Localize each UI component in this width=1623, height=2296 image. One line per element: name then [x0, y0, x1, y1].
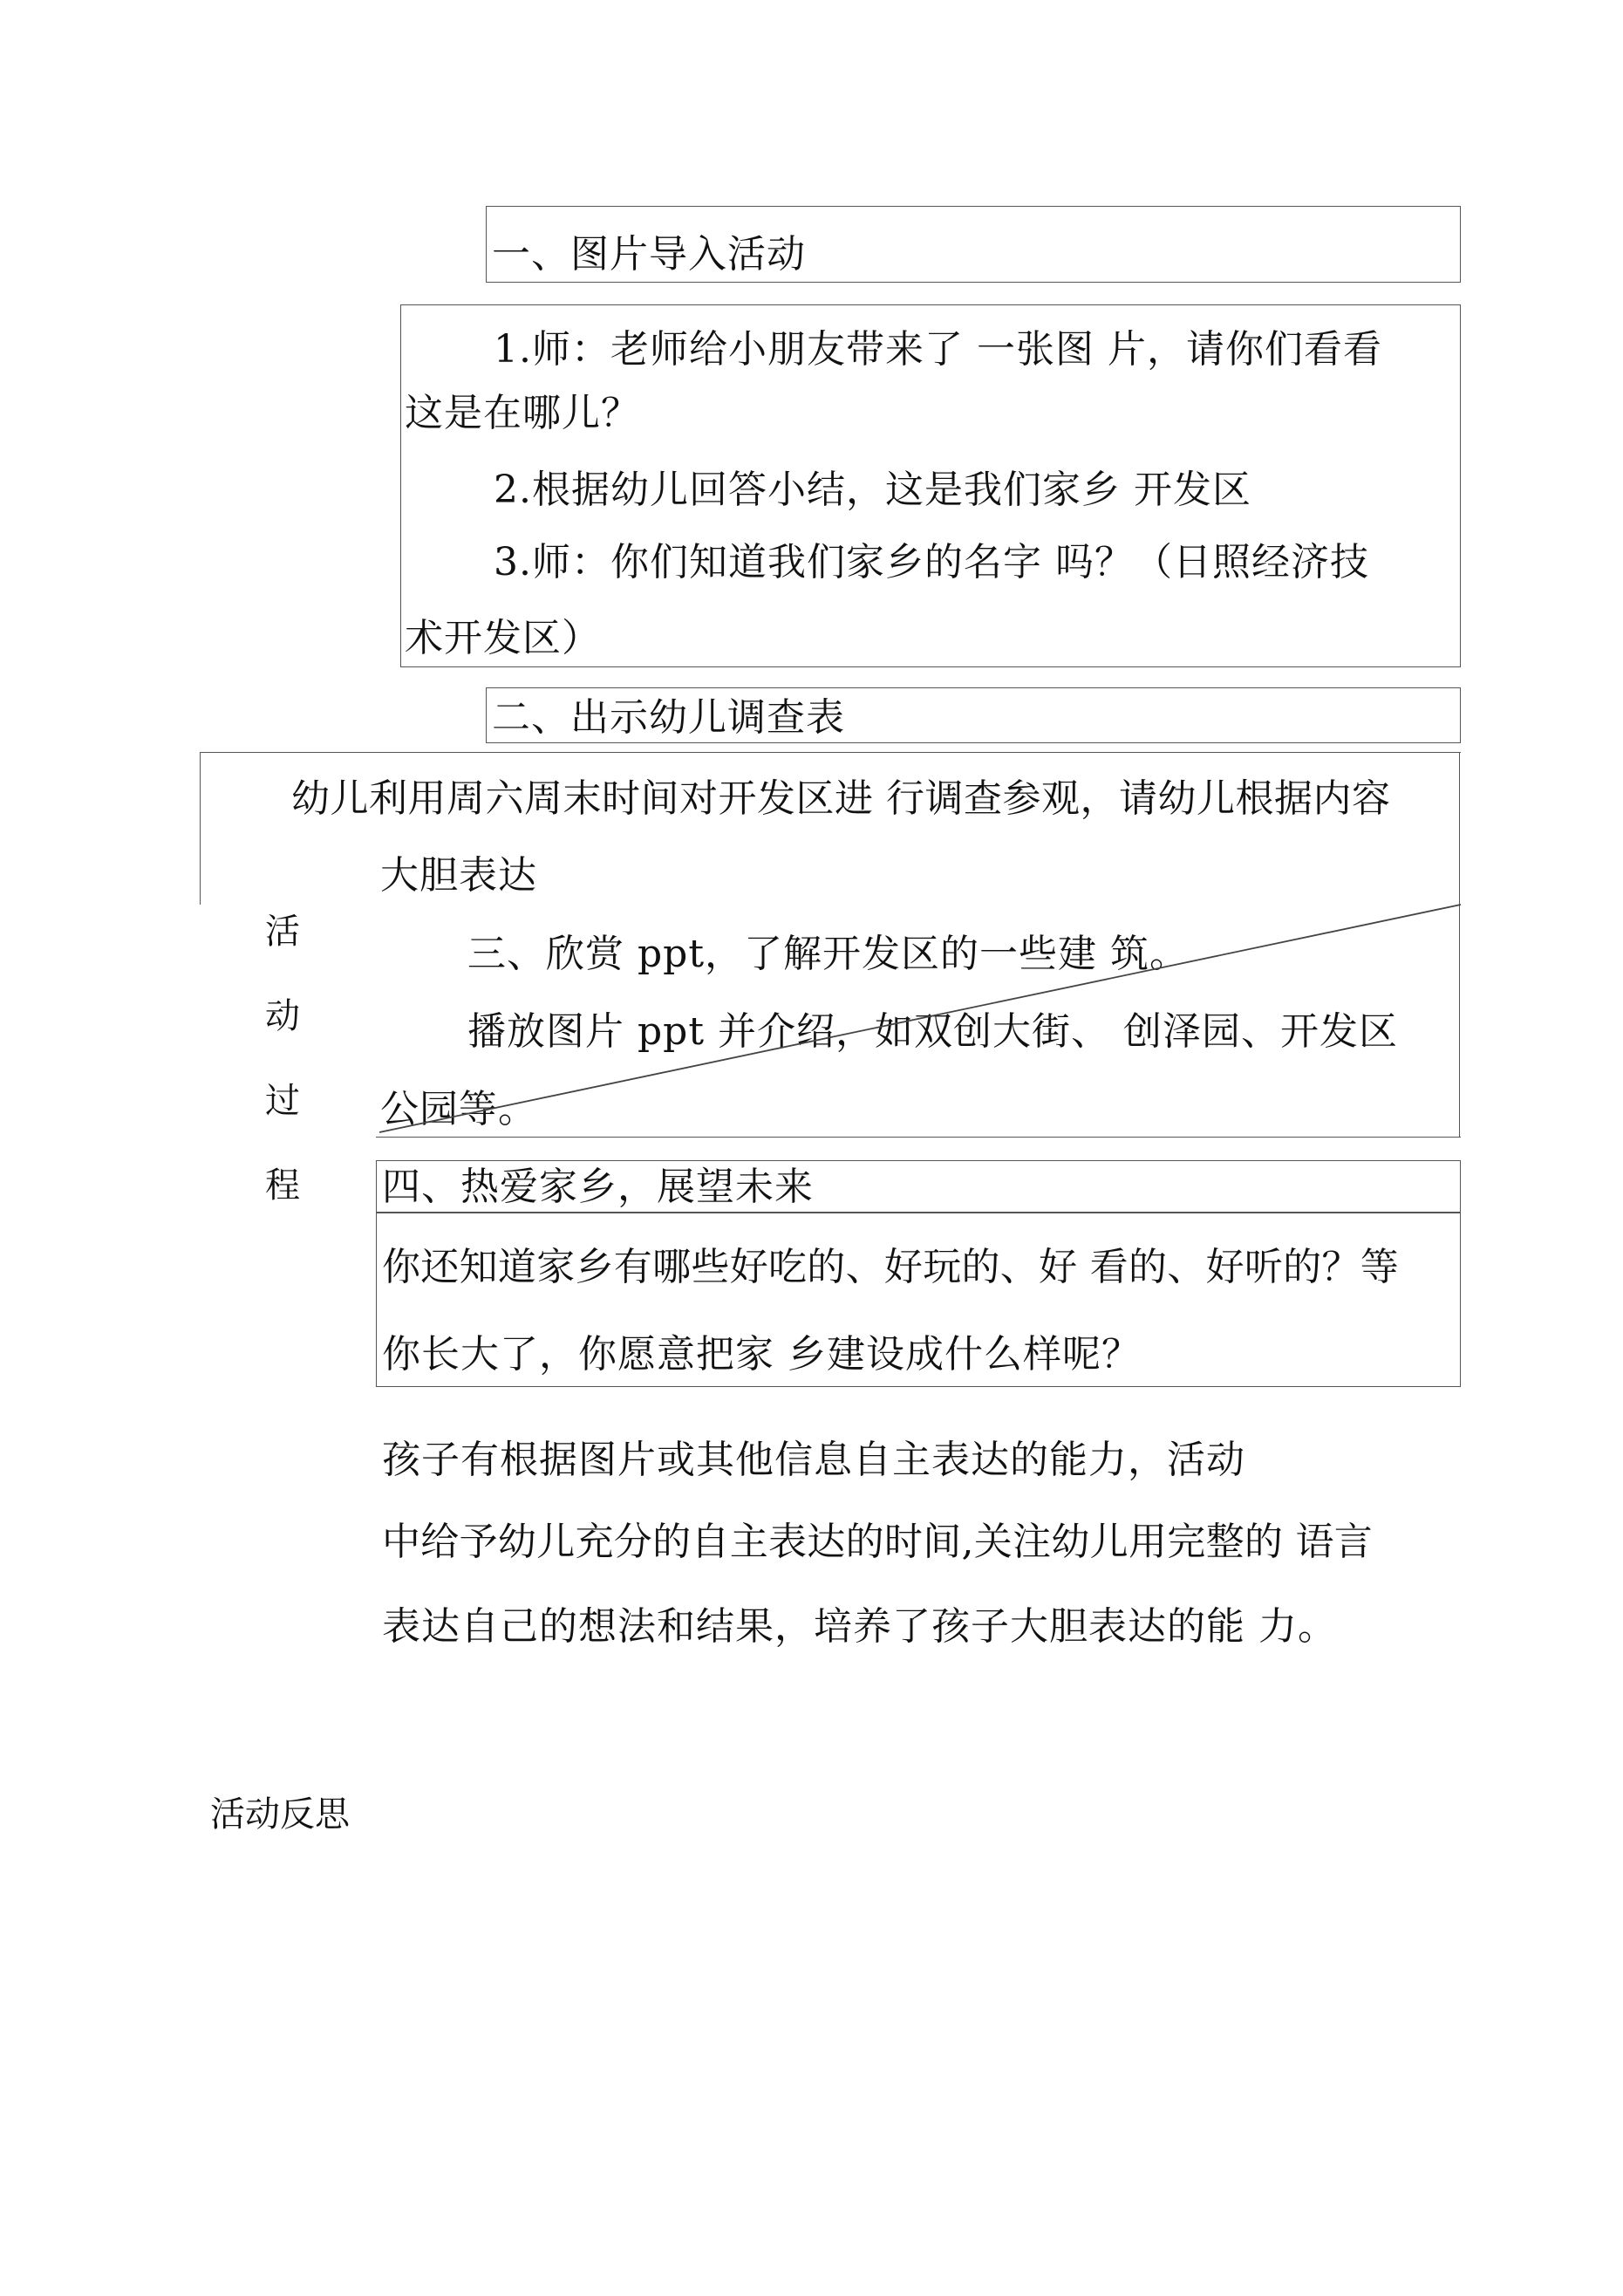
section4-line-2: 你长大了，你愿意把家 乡建设成什么样呢？: [382, 1332, 1141, 1377]
section1-heading: 一、图片导入活动: [492, 232, 806, 277]
section2-line-2: 大胆表达: [380, 853, 537, 898]
section2-heading: 二、出示幼儿调查表: [492, 695, 845, 740]
section4-heading: 四、热爱家乡，展望未来: [382, 1165, 814, 1209]
section1-line-4: 3.师：你们知道我们家乡的名字 吗？（日照经济技: [494, 540, 1369, 584]
summary-line-3: 表达自己的想法和结果，培养了孩子大胆表达的能 力。: [382, 1604, 1337, 1649]
section1-line-3: 2.根据幼儿回答小结，这是我们家乡 开发区: [494, 468, 1251, 512]
section3-line-2: 播放图片 ppt 并介绍，如双创大街、 创泽园、开发区: [467, 1009, 1398, 1054]
summary-line-1: 孩子有根据图片或其他信息自主表达的能力，活动: [382, 1438, 1245, 1482]
section1-line-2: 这是在哪儿？: [405, 391, 640, 435]
section2-line-1: 幼儿利用周六周末时间对开发区进 行调查参观，请幼儿根据内容: [291, 776, 1391, 821]
section3-line-1: 三、欣赏 ppt，了解开发区的一些建 筑。: [467, 932, 1189, 976]
side-label-char-3: 过: [265, 1081, 300, 1121]
summary-line-2: 中给予幼儿充分的自主表达的时间,关注幼儿用完整的 语言: [382, 1520, 1374, 1564]
section1-line-1: 1.师：老师给小朋友带来了 一张图 片，请你们看看: [494, 327, 1382, 372]
section1-line-5: 术开发区）: [405, 616, 601, 660]
section4-line-1: 你还知道家乡有哪些好吃的、好玩的、好 看的、好听的？等: [382, 1245, 1400, 1289]
side-label-char-2: 动: [265, 996, 300, 1036]
side-label-char-1: 活: [265, 912, 300, 952]
section3-line-3: 公园等。: [380, 1087, 537, 1131]
side-label-char-4: 程: [265, 1165, 300, 1206]
reflection-label: 活动反思: [210, 1794, 350, 1835]
